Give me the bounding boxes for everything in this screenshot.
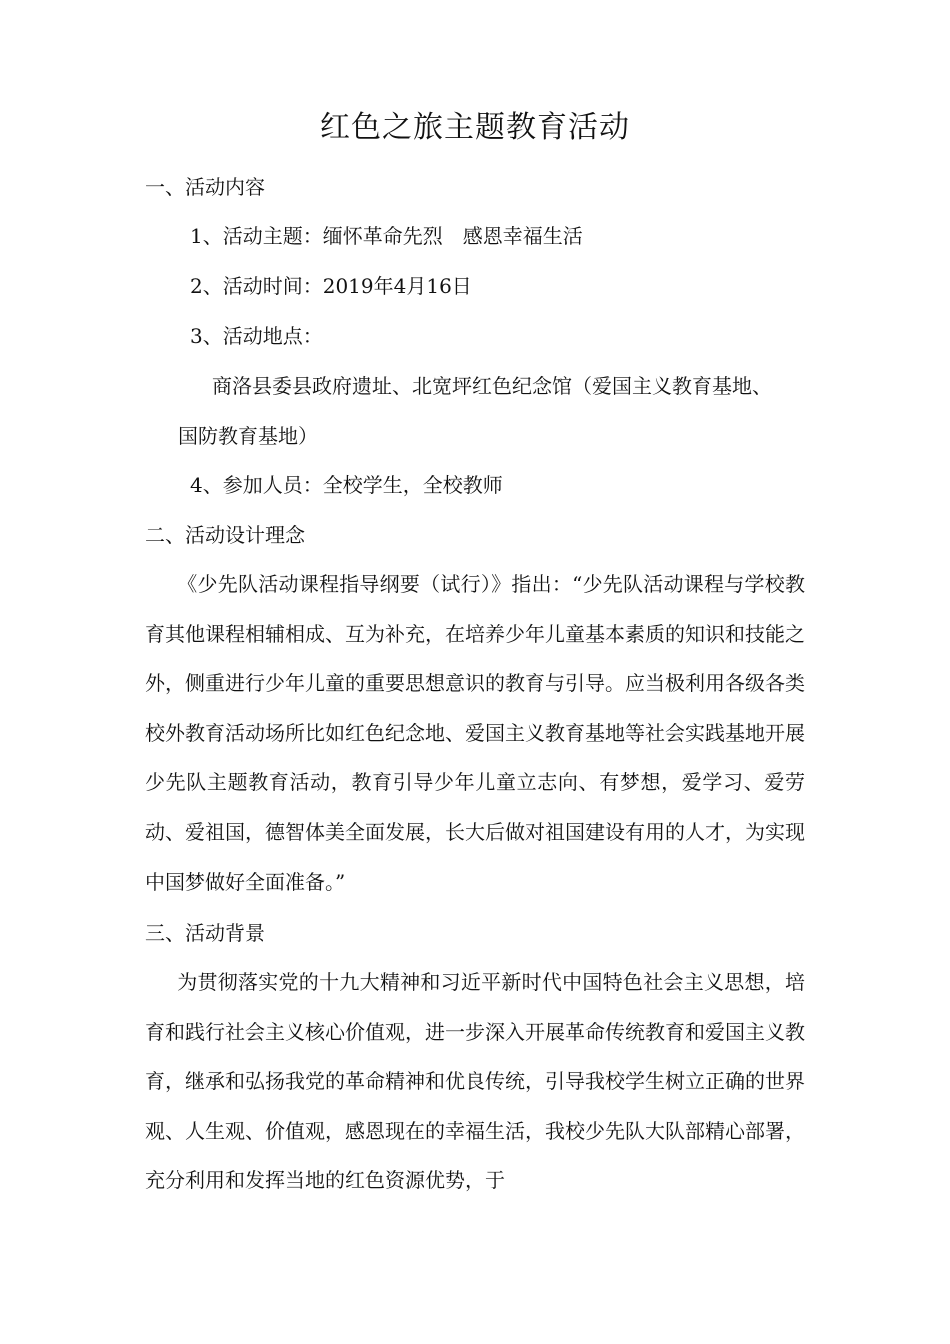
item-activity-time: 2、活动时间：2019年4月16日 — [190, 274, 472, 298]
item-activity-location: 3、活动地点： — [190, 324, 323, 348]
item-activity-theme: 1、活动主题：缅怀革命先烈 感恩幸福生活 — [190, 224, 583, 248]
document-title: 红色之旅主题教育活动 — [320, 110, 630, 145]
background-text: 为贯彻落实党的十九大精神和习近平新时代中国特色社会主义思想，培育和践行社会主义核心价值观，进一步深入开展革命传统教育和爱国主义教育，继承和弘扬我党的革命精神和优良传统，引导我校学生树立正确的世界观、人生观、价值观，感恩现在的幸福生活，我校少先队大队部精心部署，充分利用和发挥当地的红色资源优势，于 — [145, 970, 805, 1193]
section-heading-activity-content: 一、活动内容 — [145, 175, 265, 199]
location-detail-line-1: 商洛县委县政府遗址、北宽坪红色纪念馆（爱国主义教育基地、 — [212, 374, 772, 398]
section-heading-background: 三、活动背景 — [145, 921, 265, 945]
design-concept-paragraph — [145, 560, 805, 907]
background-paragraph — [145, 958, 805, 1206]
section-heading-design-concept: 二、活动设计理念 — [145, 523, 305, 547]
item-participants: 4、参加人员：全校学生，全校教师 — [190, 473, 503, 497]
location-detail-line-2: 国防教育基地） — [178, 424, 318, 448]
design-concept-text: 《少先队活动课程指导纲要（试行）》指出：“少先队活动课程与学校教育其他课程相辅相成、互为补充，在培养少年儿童基本素质的知识和技能之外，侧重进行少年儿童的重要思想意识的教育与引导。应当极利用各级各类校外教育活动场所比如红色纪念地、爱国主义教育基地等社会实践基地开展少先队主题教育活动，教育引导少年儿童立志向、有梦想，爱学习、爱劳动、爱祖国，德智体美全面发展，长大后做对祖国建设有用的人才，为实现中国梦做好全面准备。” — [145, 572, 805, 894]
